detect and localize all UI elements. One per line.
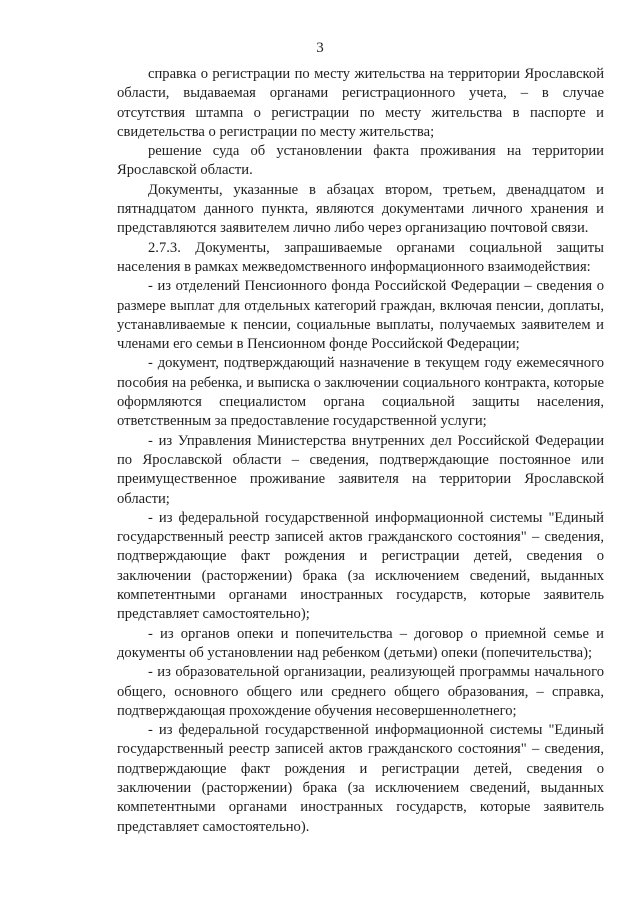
document-body <box>117 65 604 837</box>
paragraph-education: - из образовательной организации, реализующей программы начального общего, основного общего или среднего общего образования, – справка, подтверждающая прохождение обучения несовершеннолетнего; <box>117 664 604 719</box>
paragraph-personal-documents: Документы, указанные в абзацах втором, третьем, двенадцатом и пятнадцатом данного пункта, являются документами личного хранения и представляются заявителем лично либо через организацию почтовой связи. <box>117 181 604 237</box>
paragraph-civil-registry: - из федеральной государственной информационной системы "Единый государственный реестр записей актов гражданского состояния" – сведения, подтверждающие факт рождения и регистрации детей, сведения о заключении (расторжении) брака (за исключением сведений, выданных компетентными органами иностранных государств, которые заявитель представляет самостоятельно); <box>117 509 604 623</box>
paragraph-interior-ministry: - из Управления Министерства внутренних дел Российской Федерации по Ярославской области – сведения, подтверждающие постоянное или преимущественное проживание заявителя на территории Ярославской области; <box>117 432 604 507</box>
paragraph-residence-certificate: справка о регистрации по месту жительства на территории Ярославской области, выдаваемая органами регистрационного учета, – в случае отсутствия штампа о регистрации по месту жительства в паспорте и свидетельства о регистрации по месту жительства; <box>117 66 604 140</box>
paragraph-pension-fund: - из отделений Пенсионного фонда Российской Федерации – сведения о размере выплат для отдельных категорий граждан, включая пенсии, доплаты, устанавливаемые к пенсии, социальные выплаты, получаемых заявителем и членами его семьи в Пенсионном фонде Российской Федерации; <box>117 278 604 353</box>
paragraph-civil-registry-repeat: - из федеральной государственной информационной системы "Единый государственный реестр записей актов гражданского состояния" – сведения, подтверждающие факт рождения и регистрации детей, сведения о заключении (расторжении) брака (за исключением сведений, выданных компетентными органами иностранных государств, которые заявитель представляет самостоятельно). <box>117 722 604 835</box>
paragraph-guardianship: - из органов опеки и попечительства – договор о приемной семье и документы об установлении над ребенком (детьми) опеки (попечительства); <box>117 625 604 661</box>
page-number: 3 <box>316 40 324 56</box>
paragraph-section-2-7-3: 2.7.3. Документы, запрашиваемые органами социальной защиты населения в рамках межведомственного информационного взаимодействия: <box>117 239 604 275</box>
paragraph-child-allowance: - документ, подтверждающий назначение в текущем году ежемесячного пособия на ребенка, и выписка о заключении социального контракта, которые оформляются специалистом органа социальной защиты населения, ответственным за предоставление государственной услуги; <box>117 355 604 430</box>
paragraph-court-decision: решение суда об установлении факта проживания на территории Ярославской области. <box>117 143 604 179</box>
